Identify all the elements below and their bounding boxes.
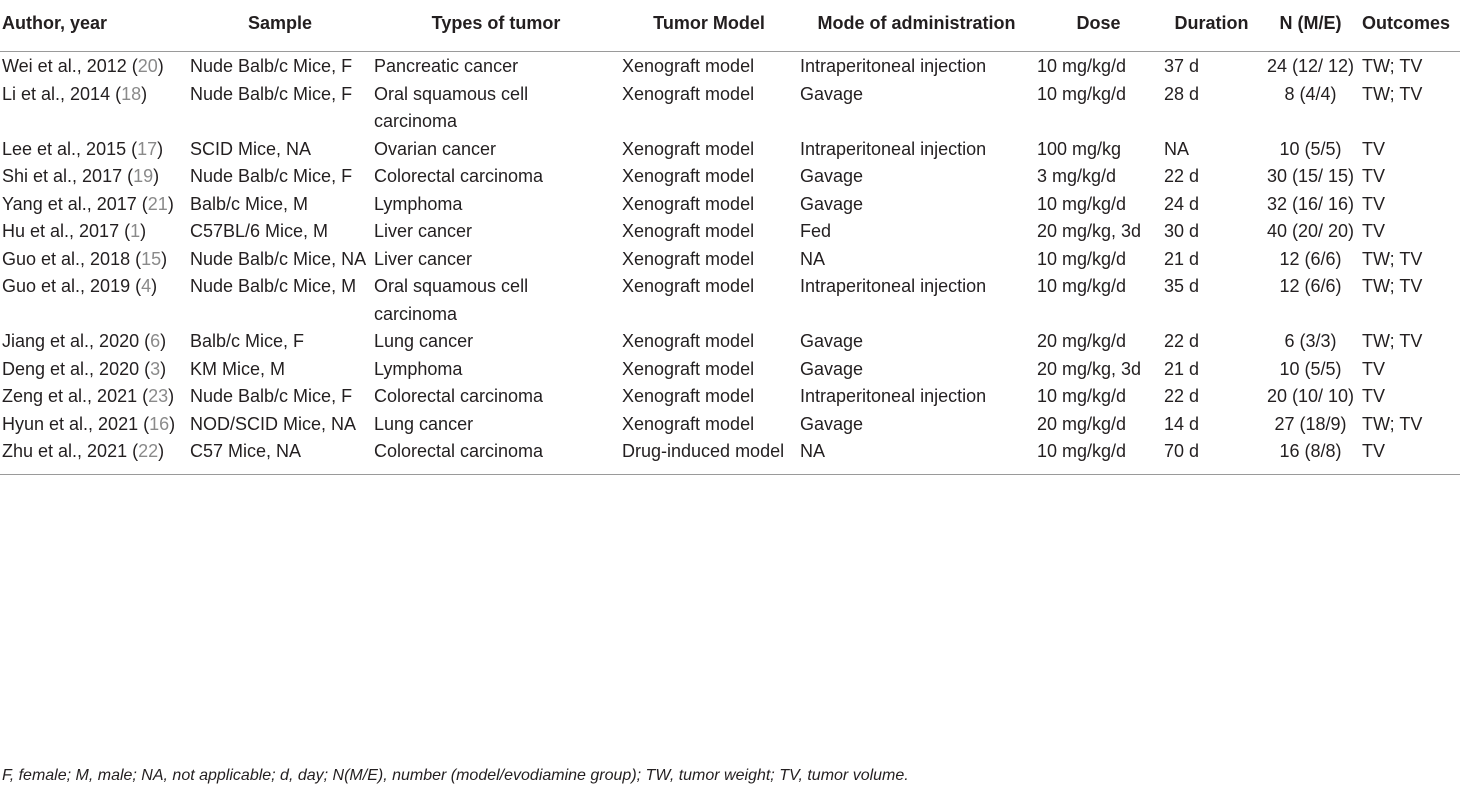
cell-dose: 10 mg/kg/d <box>1035 438 1162 474</box>
cell-author-year: Hu et al., 2017 (1) <box>2 221 147 241</box>
cell-tumor-type: Ovarian cancer <box>374 138 497 159</box>
header-n-m-e: N (M/E) <box>1261 0 1360 52</box>
cell-mode-of-administration: Intraperitoneal injection <box>800 56 987 76</box>
table-row <box>0 136 1460 164</box>
cell-duration: 22 d <box>1164 331 1200 351</box>
cell-sample: C57BL/6 Mice, M <box>190 221 329 241</box>
cell-tumor-type: Lung cancer <box>374 331 474 351</box>
cell-sample: Nude Balb/c Mice, F <box>190 166 353 186</box>
header-dose: Dose <box>1035 0 1162 52</box>
table-row <box>0 273 1460 328</box>
cell-sample: C57 Mice, NA <box>188 438 372 474</box>
cell-dose: 10 mg/kg/d <box>1037 83 1127 104</box>
cell-tumor-model: Xenograft model <box>622 276 755 296</box>
table-row <box>0 218 1460 246</box>
header-mode-of-administration: Mode of administration <box>798 0 1035 52</box>
cell-duration: 14 d <box>1164 413 1200 434</box>
cell-duration: 30 d <box>1164 221 1200 241</box>
cell-tumor-type: Oral squamous cell carcinoma <box>374 276 529 324</box>
cell-mode-of-administration: Gavage <box>800 83 864 104</box>
cell-sample: Nude Balb/c Mice, F <box>190 83 353 104</box>
cell-duration: 70 d <box>1162 438 1261 474</box>
table-header-row <box>0 0 1460 52</box>
cell-tumor-model: Xenograft model <box>622 331 755 351</box>
cell-n-m-e: 24 (12/ 12) <box>1266 56 1355 76</box>
cell-tumor-type: Lung cancer <box>374 413 474 434</box>
reference-link[interactable]: 21 <box>147 193 168 214</box>
table-row <box>0 438 1460 474</box>
cell-duration: 22 d <box>1164 386 1200 406</box>
reference-link[interactable]: 16 <box>149 413 170 434</box>
cell-dose: 10 mg/kg/d <box>1037 276 1127 296</box>
cell-author-year: Guo et al., 2018 (15) <box>2 248 168 269</box>
header-sample: Sample <box>188 0 372 52</box>
cell-mode-of-administration: Intraperitoneal injection <box>800 276 987 296</box>
table-footnote: F, female; M, male; NA, not applicable; d, day; N(M/E), number (model/evodiamine group); TW, tumor weight; TV, tumor volume. <box>2 767 909 784</box>
cell-author-year: Guo et al., 2019 (4) <box>2 276 158 296</box>
cell-author-year: Deng et al., 2020 (3) <box>2 358 167 379</box>
author-text: Hu et al., 2017 ( <box>2 221 131 241</box>
cell-sample: Balb/c Mice, M <box>190 193 309 214</box>
author-text: Jiang et al., 2020 ( <box>2 331 151 351</box>
cell-outcomes: TW; TV <box>1362 83 1423 104</box>
author-text: Lee et al., 2015 ( <box>2 138 138 159</box>
cell-tumor-model: Xenograft model <box>622 166 755 186</box>
reference-link[interactable]: 6 <box>150 331 161 351</box>
table-row <box>0 411 1460 439</box>
cell-outcomes: TW; TV <box>1362 276 1423 296</box>
author-text: Guo et al., 2019 ( <box>2 276 142 296</box>
author-text: Wei et al., 2012 ( <box>2 56 138 76</box>
table-row <box>0 163 1460 191</box>
table-row <box>0 328 1460 356</box>
cell-mode-of-administration: Fed <box>800 221 832 241</box>
cell-author-year: Zhu et al., 2021 (22) <box>0 438 188 474</box>
cell-tumor-type: Colorectal carcinoma <box>374 386 544 406</box>
cell-tumor-model: Xenograft model <box>622 413 755 434</box>
author-text: Zeng et al., 2021 ( <box>2 386 149 406</box>
cell-tumor-model: Xenograft model <box>622 193 755 214</box>
cell-outcomes: TV <box>1362 138 1386 159</box>
cell-mode-of-administration: Gavage <box>800 193 864 214</box>
cell-sample: Nude Balb/c Mice, F <box>190 56 353 76</box>
cell-tumor-type: Colorectal carcinoma <box>374 166 544 186</box>
cell-n-m-e: 30 (15/ 15) <box>1266 166 1355 186</box>
author-text: Li et al., 2014 ( <box>2 83 122 104</box>
cell-dose: 10 mg/kg/d <box>1037 193 1127 214</box>
cell-mode-of-administration: NA <box>798 438 1035 474</box>
cell-author-year: Lee et al., 2015 (17) <box>2 138 164 159</box>
header-types-of-tumor: Types of tumor <box>372 0 620 52</box>
reference-link[interactable]: 23 <box>148 386 169 406</box>
header-author-year: Author, year <box>0 0 188 52</box>
cell-sample: SCID Mice, NA <box>190 138 312 159</box>
cell-outcomes: TW; TV <box>1362 331 1423 351</box>
cell-outcomes: TV <box>1362 386 1386 406</box>
cell-mode-of-administration: Intraperitoneal injection <box>800 138 987 159</box>
table-body <box>0 52 1460 475</box>
cell-duration: 21 d <box>1164 358 1200 379</box>
cell-tumor-model: Xenograft model <box>622 138 755 159</box>
cell-n-m-e: 27 (18/9) <box>1274 413 1347 434</box>
cell-dose: 10 mg/kg/d <box>1037 386 1127 406</box>
cell-outcomes: TV <box>1362 193 1386 214</box>
author-text: Hyun et al., 2021 ( <box>2 413 150 434</box>
cell-tumor-type: Lymphoma <box>374 358 463 379</box>
cell-dose: 20 mg/kg, 3d <box>1037 358 1142 379</box>
cell-n-m-e: 12 (6/6) <box>1279 276 1342 296</box>
cell-author-year: Wei et al., 2012 (20) <box>2 56 164 76</box>
author-text: Yang et al., 2017 ( <box>2 193 148 214</box>
reference-link[interactable]: 15 <box>141 248 162 269</box>
cell-dose: 20 mg/kg/d <box>1037 331 1127 351</box>
cell-duration: 35 d <box>1164 276 1200 296</box>
cell-mode-of-administration: Intraperitoneal injection <box>800 386 987 406</box>
cell-n-m-e: 40 (20/ 20) <box>1266 221 1355 241</box>
cell-dose: 3 mg/kg/d <box>1037 166 1117 186</box>
header-outcomes: Outcomes <box>1360 0 1460 52</box>
table-row <box>0 81 1460 136</box>
cell-mode-of-administration: NA <box>800 248 826 269</box>
cell-tumor-model: Xenograft model <box>622 358 755 379</box>
cell-mode-of-administration: Gavage <box>800 413 864 434</box>
cell-n-m-e: 6 (3/3) <box>1284 331 1337 351</box>
cell-dose: 20 mg/kg/d <box>1037 413 1127 434</box>
cell-tumor-type: Pancreatic cancer <box>374 56 519 76</box>
reference-link[interactable]: 18 <box>121 83 142 104</box>
cell-outcomes: TV <box>1362 221 1386 241</box>
table-row <box>0 383 1460 411</box>
cell-duration: 28 d <box>1164 83 1200 104</box>
cell-n-m-e: 32 (16/ 16) <box>1266 193 1355 214</box>
reference-link[interactable]: 20 <box>137 56 158 76</box>
reference-link[interactable]: 19 <box>133 166 154 186</box>
cell-mode-of-administration: Gavage <box>800 331 864 351</box>
cell-tumor-type: Colorectal carcinoma <box>372 438 620 474</box>
table-row <box>0 246 1460 274</box>
table-row <box>0 52 1460 81</box>
cell-duration: 37 d <box>1164 56 1200 76</box>
cell-outcomes: TV <box>1362 166 1386 186</box>
reference-link[interactable]: 3 <box>150 358 161 379</box>
cell-sample: KM Mice, M <box>190 358 286 379</box>
cell-sample: NOD/SCID Mice, NA <box>190 413 357 434</box>
author-text: Shi et al., 2017 ( <box>2 166 134 186</box>
author-text: Deng et al., 2020 ( <box>2 358 151 379</box>
cell-duration: NA <box>1164 138 1190 159</box>
cell-sample: Nude Balb/c Mice, NA <box>190 248 367 269</box>
cell-outcomes: TW; TV <box>1362 56 1423 76</box>
author-text: Guo et al., 2018 ( <box>2 248 142 269</box>
cell-tumor-model: Xenograft model <box>622 56 755 76</box>
cell-tumor-type: Lymphoma <box>374 193 463 214</box>
cell-n-m-e: 8 (4/4) <box>1284 83 1337 104</box>
cell-dose: 100 mg/kg <box>1037 138 1122 159</box>
cell-duration: 24 d <box>1164 193 1200 214</box>
cell-sample: Nude Balb/c Mice, M <box>190 276 357 296</box>
cell-outcomes: TW; TV <box>1362 413 1423 434</box>
cell-tumor-model: Xenograft model <box>622 83 755 104</box>
cell-mode-of-administration: Gavage <box>800 166 864 186</box>
cell-tumor-model: Xenograft model <box>622 248 755 269</box>
author-text: Zhu et al., 2021 ( <box>2 441 139 461</box>
cell-duration: 22 d <box>1164 166 1200 186</box>
reference-link[interactable]: 22 <box>138 441 159 461</box>
table-row <box>0 191 1460 219</box>
cell-sample: Nude Balb/c Mice, F <box>190 386 353 406</box>
cell-tumor-model: Drug-induced model <box>620 438 798 474</box>
cell-tumor-model: Xenograft model <box>622 386 755 406</box>
cell-dose: 10 mg/kg/d <box>1037 56 1127 76</box>
cell-outcomes: TV <box>1362 358 1386 379</box>
cell-n-m-e: 20 (10/ 10) <box>1266 386 1355 406</box>
header-tumor-model: Tumor Model <box>620 0 798 52</box>
cell-tumor-type: Liver cancer <box>374 248 473 269</box>
cell-dose: 10 mg/kg/d <box>1037 248 1127 269</box>
reference-link[interactable]: 17 <box>137 138 158 159</box>
cell-author-year: Jiang et al., 2020 (6) <box>2 331 167 351</box>
cell-author-year: Li et al., 2014 (18) <box>2 83 148 104</box>
cell-tumor-model: Xenograft model <box>622 221 755 241</box>
cell-mode-of-administration: Gavage <box>800 358 864 379</box>
cell-sample: Balb/c Mice, F <box>190 331 305 351</box>
cell-outcomes: TV <box>1360 438 1460 474</box>
cell-dose: 20 mg/kg, 3d <box>1037 221 1142 241</box>
cell-outcomes: TW; TV <box>1362 248 1423 269</box>
cell-duration: 21 d <box>1164 248 1200 269</box>
cell-author-year: Shi et al., 2017 (19) <box>2 166 160 186</box>
reference-link[interactable]: 1 <box>130 221 141 241</box>
cell-author-year: Hyun et al., 2021 (16) <box>2 413 176 434</box>
cell-n-m-e: 16 (8/8) <box>1261 438 1360 474</box>
table-row <box>0 356 1460 384</box>
header-duration: Duration <box>1162 0 1261 52</box>
cell-n-m-e: 12 (6/6) <box>1279 248 1342 269</box>
cell-n-m-e: 10 (5/5) <box>1279 358 1342 379</box>
cell-n-m-e: 10 (5/5) <box>1279 138 1342 159</box>
reference-link[interactable]: 4 <box>141 276 152 296</box>
cell-author-year: Zeng et al., 2021 (23) <box>2 386 175 406</box>
cell-tumor-type: Oral squamous cell carcinoma <box>374 83 529 131</box>
cell-author-year: Yang et al., 2017 (21) <box>2 193 174 214</box>
cell-tumor-type: Liver cancer <box>374 221 473 241</box>
